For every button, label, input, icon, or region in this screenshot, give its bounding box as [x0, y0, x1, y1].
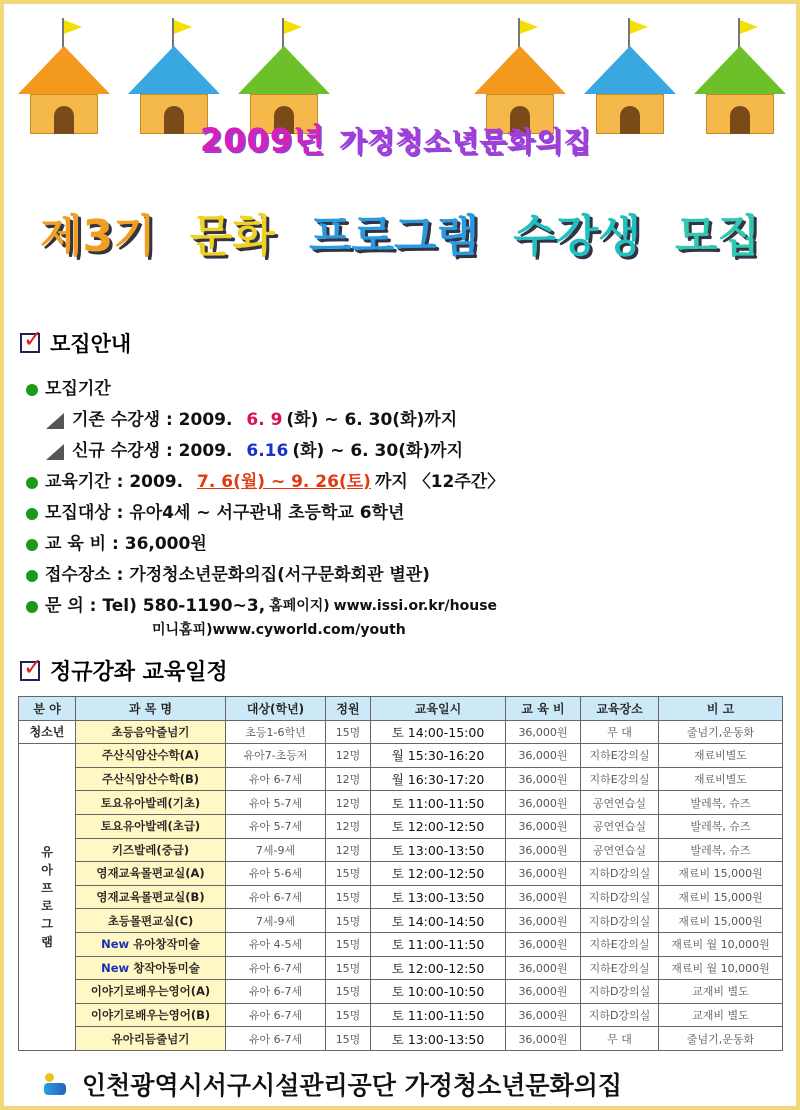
homepage-link[interactable]: www.issi.or.kr/house — [333, 598, 498, 614]
place-cell: 무 대 — [581, 720, 659, 744]
fee-cell: 36,000원 — [506, 744, 581, 768]
course-cell — [76, 862, 226, 886]
course-cell — [76, 1027, 226, 1051]
checkbox-icon — [20, 661, 40, 681]
note-cell: 재료비별도 — [659, 744, 783, 768]
capacity-cell: 12명 — [326, 744, 371, 768]
target-cell: 유아 5-6세 — [226, 862, 326, 886]
capacity-cell: 15명 — [326, 909, 371, 933]
capacity-cell: 15명 — [326, 932, 371, 956]
course-cell — [76, 791, 226, 815]
place-cell: 지하D강의실 — [581, 1003, 659, 1027]
column-header: 분 야 — [19, 697, 76, 721]
schedule-cell: 토 11:00-11:50 — [371, 1003, 506, 1027]
course-cell — [76, 956, 226, 980]
table-row — [19, 956, 783, 980]
target-cell: 유아 6-7세 — [226, 1027, 326, 1051]
course-cell — [76, 909, 226, 933]
note-cell: 발레복, 슈즈 — [659, 838, 783, 862]
fee-cell: 36,000원 — [506, 838, 581, 862]
place-cell: 지하D강의실 — [581, 980, 659, 1004]
fee-cell: 36,000원 — [506, 767, 581, 791]
place-cell: 지하E강의실 — [581, 932, 659, 956]
table-row — [19, 885, 783, 909]
schedule-table — [18, 696, 783, 1051]
capacity-cell: 12명 — [326, 791, 371, 815]
table-row — [19, 909, 783, 933]
footer: 인천광역시서구시설관리공단 가정청소년문화의집 — [42, 1066, 762, 1102]
fee-cell: 36,000원 — [506, 791, 581, 815]
target-cell: 유아 5-7세 — [226, 791, 326, 815]
course-cell — [76, 980, 226, 1004]
fee-cell: 36,000원 — [506, 720, 581, 744]
table-row — [19, 1003, 783, 1027]
capacity-cell: 15명 — [326, 862, 371, 886]
note-cell: 발레복, 슈즈 — [659, 791, 783, 815]
column-header: 과 목 명 — [76, 697, 226, 721]
course-cell — [76, 1003, 226, 1027]
note-cell: 재료비 15,000원 — [659, 909, 783, 933]
schedule-cell: 토 14:00-14:50 — [371, 909, 506, 933]
triangle-ruler-icon — [46, 444, 64, 460]
schedule-cell: 월 15:30-16:20 — [371, 744, 506, 768]
capacity-cell: 15명 — [326, 980, 371, 1004]
target-cell: 유아 4-5세 — [226, 932, 326, 956]
target-cell: 유아 6-7세 — [226, 980, 326, 1004]
bullet-icon — [26, 384, 38, 396]
course-name: 토요유아발레(기초) — [100, 795, 201, 810]
bullet-icon — [26, 539, 38, 551]
capacity-cell: 15명 — [326, 885, 371, 909]
target-cell: 유아 5-7세 — [226, 814, 326, 838]
place-cell: 지하D강의실 — [581, 909, 659, 933]
schedule-cell: 토 13:00-13:50 — [371, 885, 506, 909]
capacity-cell: 12명 — [326, 838, 371, 862]
place-cell: 공연연습실 — [581, 838, 659, 862]
table-row — [19, 1027, 783, 1051]
note-cell: 교재비 별도 — [659, 1003, 783, 1027]
column-header: 정원 — [326, 697, 371, 721]
table-row — [19, 814, 783, 838]
target-cell: 유아7-초등저 — [226, 744, 326, 768]
table-row — [19, 791, 783, 815]
target-cell: 7세-9세 — [226, 909, 326, 933]
fee-cell: 36,000원 — [506, 814, 581, 838]
note-cell: 줄넘기,운동화 — [659, 720, 783, 744]
course-name: 주산식암산수학(A) — [101, 748, 200, 763]
note-cell: 줄넘기,운동화 — [659, 1027, 783, 1051]
column-header: 대상(학년) — [226, 697, 326, 721]
new-badge: New — [101, 937, 130, 952]
schedule-cell: 토 12:00-12:50 — [371, 862, 506, 886]
note-cell: 재료비 월 10,000원 — [659, 956, 783, 980]
table-row — [19, 720, 783, 744]
fee-cell: 36,000원 — [506, 885, 581, 909]
capacity-cell: 12명 — [326, 767, 371, 791]
capacity-cell: 15명 — [326, 1003, 371, 1027]
column-header: 비 고 — [659, 697, 783, 721]
note-cell: 재료비 15,000원 — [659, 885, 783, 909]
organization-logo-icon — [42, 1071, 68, 1097]
schedule-cell: 토 13:00-13:50 — [371, 838, 506, 862]
triangle-ruler-icon — [46, 413, 64, 429]
course-name: 초등음악줄넘기 — [111, 724, 190, 739]
fee-cell: 36,000원 — [506, 1003, 581, 1027]
course-name: 유아리듬줄넘기 — [111, 1031, 190, 1046]
schedule-cell: 토 11:00-11:50 — [371, 791, 506, 815]
new-badge: New — [101, 960, 130, 975]
place-cell: 지하E강의실 — [581, 956, 659, 980]
subtitle: 2009년 가정청소년문화의집 — [200, 121, 592, 159]
fee-cell: 36,000원 — [506, 932, 581, 956]
target-cell: 유아 6-7세 — [226, 885, 326, 909]
capacity-cell: 15명 — [326, 956, 371, 980]
target-cell: 7세-9세 — [226, 838, 326, 862]
target-cell: 유아 6-7세 — [226, 1003, 326, 1027]
course-name: 초등몰편교실(C) — [107, 913, 194, 928]
bullet-icon — [26, 601, 38, 613]
target-cell: 유아 6-7세 — [226, 767, 326, 791]
course-name: 이야기로배우는영어(A) — [90, 984, 211, 999]
table-row — [19, 744, 783, 768]
fee-cell: 36,000원 — [506, 956, 581, 980]
section-recruitment-heading: ✓ 모집안내 — [20, 328, 131, 358]
course-cell — [76, 767, 226, 791]
fee-cell: 36,000원 — [506, 980, 581, 1004]
column-header: 교 육 비 — [506, 697, 581, 721]
tent-icon — [18, 18, 110, 138]
table-row — [19, 862, 783, 886]
course-name: 이야기로배우는영어(B) — [90, 1008, 211, 1023]
schedule-cell: 토 11:00-11:50 — [371, 932, 506, 956]
course-cell — [76, 744, 226, 768]
schedule-cell: 월 16:30-17:20 — [371, 767, 506, 791]
place-cell: 지하D강의실 — [581, 885, 659, 909]
course-name: 토요유아발레(초급) — [100, 819, 201, 834]
course-name: 창작아동미술 — [133, 960, 200, 975]
fee-cell: 36,000원 — [506, 909, 581, 933]
note-cell: 재료비별도 — [659, 767, 783, 791]
bullet-icon — [26, 570, 38, 582]
table-row — [19, 980, 783, 1004]
bullet-icon — [26, 508, 38, 520]
place-cell: 공연연습실 — [581, 814, 659, 838]
target-cell: 유아 6-7세 — [226, 956, 326, 980]
target-cell: 초등1-6학년 — [226, 720, 326, 744]
course-cell — [76, 885, 226, 909]
course-cell — [76, 814, 226, 838]
note-cell: 교재비 별도 — [659, 980, 783, 1004]
column-header: 교육일시 — [371, 697, 506, 721]
course-cell — [76, 932, 226, 956]
section-schedule-heading: ✓ 정규강좌 교육일정 — [20, 655, 228, 686]
capacity-cell: 12명 — [326, 814, 371, 838]
schedule-cell: 토 12:00-12:50 — [371, 814, 506, 838]
capacity-cell: 15명 — [326, 720, 371, 744]
note-cell: 재료비 월 10,000원 — [659, 932, 783, 956]
bullet-icon — [26, 477, 38, 489]
note-cell: 재료비 15,000원 — [659, 862, 783, 886]
checkbox-icon — [20, 333, 40, 353]
recruitment-info: 모집기간 기존 수강생 : 2009. 6. 9 (화) ~ 6. 30(화)까지 신규 수강생 : 2009. 6.16 (화) ~ 6. 30(화)까지 교육기간 : 2009. 7. 6(월) ~ 9. 26(토) 까지 〈12주간〉 모집대상 : 유아4세 ~ 서구관내 초등학교 6학년 교 육 비 : 36,000원 접수장소 : 가정청소년문화의집(서구문화회관 별관) 문 의 : Tel) 580-1190~3, 홈페이지) www.issi.or.kr/house 미니홈피)www.cyworld.com/youth — [26, 374, 776, 638]
table-row — [19, 767, 783, 791]
place-cell: 지하D강의실 — [581, 862, 659, 886]
place-cell: 공연연습실 — [581, 791, 659, 815]
category-cell: 청소년 — [19, 720, 76, 744]
place-cell: 지하E강의실 — [581, 767, 659, 791]
course-name: 주산식암산수학(B) — [101, 772, 200, 787]
schedule-cell: 토 10:00-10:50 — [371, 980, 506, 1004]
course-name: 영재교육몰편교실(B) — [96, 890, 205, 905]
course-cell — [76, 838, 226, 862]
place-cell: 무 대 — [581, 1027, 659, 1051]
note-cell: 발레복, 슈즈 — [659, 814, 783, 838]
course-cell — [76, 720, 226, 744]
capacity-cell: 15명 — [326, 1027, 371, 1051]
category-label: 유아 프로그램 — [41, 845, 53, 950]
table-row — [19, 838, 783, 862]
main-title: 제3기 문화 프로그램 수강생 모집 — [40, 211, 760, 262]
place-cell: 지하E강의실 — [581, 744, 659, 768]
schedule-cell: 토 13:00-13:50 — [371, 1027, 506, 1051]
fee-cell: 36,000원 — [506, 1027, 581, 1051]
schedule-cell: 토 14:00-15:00 — [371, 720, 506, 744]
column-header: 교육장소 — [581, 697, 659, 721]
course-name: 키즈발레(중급) — [111, 842, 190, 857]
schedule-cell: 토 12:00-12:50 — [371, 956, 506, 980]
minihompy-link[interactable]: 미니홈피)www.cyworld.com/youth — [152, 622, 406, 638]
course-name: 유아창작미술 — [133, 937, 200, 952]
fee-cell: 36,000원 — [506, 862, 581, 886]
course-name: 영재교육몰편교실(A) — [96, 866, 205, 881]
category-cell — [19, 744, 76, 1051]
table-row — [19, 932, 783, 956]
